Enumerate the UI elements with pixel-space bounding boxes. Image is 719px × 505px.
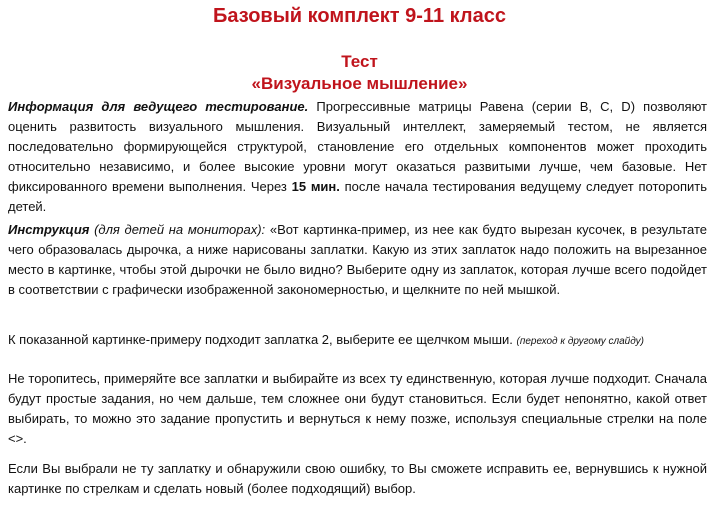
info-paragraph xyxy=(8,97,707,217)
info-text-a: Прогрессивные матрицы Равена (серии В, С, D) позволяют оценить развитость визуального мышления. Визуальный интеллект, замеряемый тестом, не является последовательно формирующейся структурой, становление его отдельных компонентов может проходить относительно независимо, и более высокие уровни могут оказаться развитыми лучше, чем базовые. Нет фиксированного времени выполнения. Через xyxy=(8,99,708,194)
instruction-note: (для детей на мониторах): xyxy=(89,222,266,237)
test-label: Тест xyxy=(341,52,378,71)
info-text-b: после начала тестирования ведущему следует поторопить детей. xyxy=(8,179,707,214)
instruction-text: «Вот картинка-пример, из нее как будто вырезан кусочек, в результате чего образовалась дырочка, а ниже нарисованы заплатки. Какую из этих заплаток надо положить на вырезанное место в картинке, чтобы этой дырочки не было видно? Выберите одну из заплаток, которая лучше всего подойдет в соответствии с графически изображенной закономерностью, и щелкните по ней мышкой. xyxy=(8,222,707,297)
example-note: (переход к другому слайду) xyxy=(516,336,644,347)
example-paragraph xyxy=(8,330,707,352)
info-time: 15 мин. xyxy=(291,179,340,194)
instruction-label: Инструкция xyxy=(8,222,90,237)
correction-paragraph: Если Вы выбрали не ту заплатку и обнаружили свою ошибку, то Вы сможете исправить ее, вернувшись к нужной картинке по стрелкам и сделать новый (более подходящий) выбор. xyxy=(8,461,707,496)
instruction-paragraph xyxy=(8,220,707,300)
example-text: К показанной картинке-примеру подходит заплатка 2, выберите ее щелчком мыши. xyxy=(8,332,517,347)
test-name: «Визуальное мышление» xyxy=(251,74,468,93)
advice-paragraph: Не торопитесь, примеряйте все заплатки и выбирайте из всех ту единственную, которая лучше подходит. Сначала будут простые задания, но чем дальше, тем сложнее они будут становиться. Если будет непонятно, какой ответ выбирать, то можно это задание пропустить и вернуться к нему позже, используя специальные стрелки на поле <>. xyxy=(8,371,707,446)
info-label: Информация для ведущего тестирование. xyxy=(8,99,309,114)
page-title: Базовый комплект 9-11 класс xyxy=(213,5,506,27)
